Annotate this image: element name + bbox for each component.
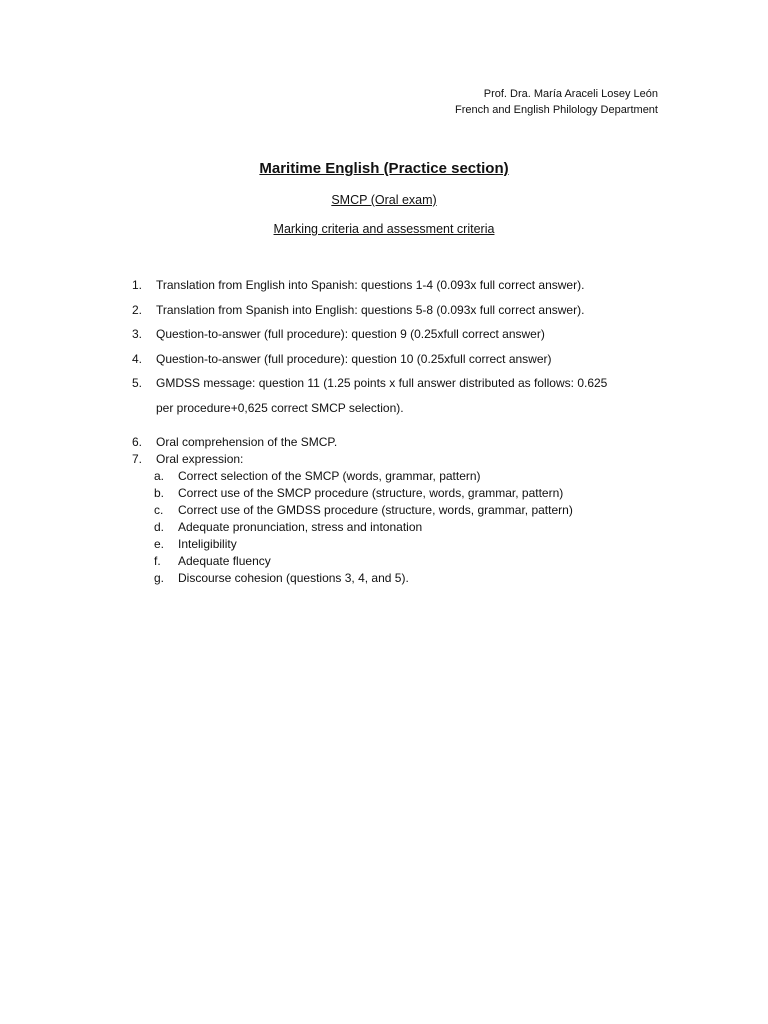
- list-item: [132, 371, 692, 420]
- list-item-text: Question-to-answer (full procedure): question 10 (0.25xfull correct answer): [156, 351, 552, 366]
- author-name: Prof. Dra. María Araceli Losey León: [483, 88, 658, 100]
- criteria-list-primary: [132, 273, 692, 421]
- sub-list-item: [154, 519, 692, 536]
- list-item-number: 4.: [132, 351, 143, 366]
- list-item: [132, 451, 692, 468]
- list-item: [132, 298, 692, 323]
- sub-list-text: Adequate fluency: [178, 554, 271, 568]
- header-block: [455, 86, 658, 118]
- list-item-text: Oral comprehension of the SMCP.: [156, 435, 338, 449]
- sub-list-letter: b.: [154, 486, 165, 500]
- list-item: [132, 347, 692, 372]
- page-title: Maritime English (Practice section): [259, 160, 509, 177]
- criteria-subtitle: Marking criteria and assessment criteria: [273, 222, 495, 236]
- sub-list-text: Correct use of the SMCP procedure (structure, words, grammar, pattern): [178, 486, 564, 500]
- sub-list-item: [154, 536, 692, 553]
- list-item-text: Question-to-answer (full procedure): question 9 (0.25xfull correct answer): [156, 327, 545, 342]
- sub-list-letter: e.: [154, 537, 165, 551]
- department-name: French and English Philology Department: [454, 104, 658, 116]
- list-item: [132, 273, 692, 298]
- sub-list-text: Adequate pronunciation, stress and intonation: [178, 520, 423, 534]
- sub-list-letter: d.: [154, 520, 165, 534]
- list-item-number: 3.: [132, 327, 143, 342]
- list-item-number: 2.: [132, 302, 143, 317]
- sub-list-item: [154, 553, 692, 570]
- sub-list-text: Inteligibility: [178, 537, 237, 551]
- sub-list-letter: a.: [154, 469, 165, 483]
- sub-list-text: Correct selection of the SMCP (words, grammar, pattern): [178, 469, 481, 483]
- list-item-text: Translation from Spanish into English: questions 5-8 (0.093x full correct answer).: [156, 302, 585, 317]
- sub-list-text: Discourse cohesion (questions 3, 4, and 5).: [178, 571, 409, 585]
- list-item-number: 7.: [132, 452, 143, 466]
- sub-list-letter: g.: [154, 571, 165, 585]
- sub-list-item: [154, 468, 692, 485]
- list-item-number: 6.: [132, 435, 143, 449]
- sub-list-letter: c.: [154, 503, 164, 517]
- sub-list-item: [154, 502, 692, 519]
- oral-expression-sublist: [154, 468, 692, 587]
- list-item: [132, 322, 692, 347]
- list-item-number: 1.: [132, 278, 143, 292]
- list-item-text: Translation from English into Spanish: questions 1-4 (0.093x full correct answer).: [156, 278, 585, 292]
- list-item-text-line2: per procedure+0,625 correct SMCP selection).: [156, 400, 404, 415]
- list-item-number: 5.: [132, 376, 143, 391]
- sub-list-text: Correct use of the GMDSS procedure (structure, words, grammar, pattern): [178, 503, 573, 517]
- list-item: [132, 434, 692, 451]
- sub-list-item: [154, 485, 692, 502]
- criteria-list-secondary: [132, 434, 692, 587]
- list-item-text-line1: GMDSS message: question 11 (1.25 points x full answer distributed as follows: 0.625: [156, 376, 608, 391]
- sub-list-item: [154, 570, 692, 587]
- sub-list-letter: f.: [154, 554, 161, 568]
- list-item-text: Oral expression:: [156, 452, 244, 466]
- exam-subtitle: SMCP (Oral exam): [331, 193, 437, 207]
